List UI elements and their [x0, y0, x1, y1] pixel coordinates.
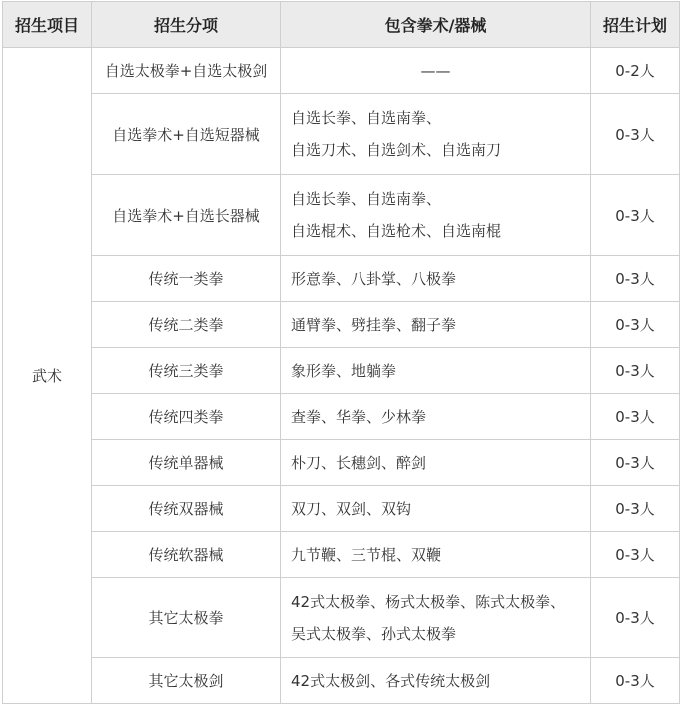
category-cell: 自选拳术+自选短器械 [92, 94, 281, 175]
contents-line: 吴式太极拳、孙式太极拳 [291, 624, 457, 643]
category-cell: 其它太极拳 [92, 578, 281, 658]
plan-cell: 0-3人 [591, 175, 680, 256]
plan-cell: 0-3人 [591, 394, 680, 440]
plan-cell: 0-3人 [591, 440, 680, 486]
table-header-row [3, 2, 680, 48]
table-row [3, 256, 680, 302]
contents-cell: 42式太极剑、各式传统太极剑 [281, 658, 591, 704]
category-cell: 传统软器械 [92, 532, 281, 578]
plan-cell: 0-3人 [591, 532, 680, 578]
project-cell: 武术 [3, 48, 92, 704]
contents-line: 42式太极拳、杨式太极拳、陈式太极拳、 [291, 592, 566, 611]
plan-cell: 0-3人 [591, 578, 680, 658]
header-project: 招生项目 [3, 2, 92, 48]
plan-cell: 0-3人 [591, 94, 680, 175]
header-contents: 包含拳术/器械 [281, 2, 591, 48]
category-cell: 传统单器械 [92, 440, 281, 486]
plan-cell: 0-2人 [591, 48, 680, 94]
plan-cell: 0-3人 [591, 658, 680, 704]
contents-cell: 九节鞭、三节棍、双鞭 [281, 532, 591, 578]
plan-cell: 0-3人 [591, 348, 680, 394]
table-row [3, 486, 680, 532]
category-cell: 其它太极剑 [92, 658, 281, 704]
contents-cell [281, 94, 591, 175]
table-row [3, 440, 680, 486]
plan-cell: 0-3人 [591, 256, 680, 302]
category-cell: 自选太极拳+自选太极剑 [92, 48, 281, 94]
contents-text: —— [420, 61, 451, 80]
contents-line: 自选刀术、自选剑术、自选南刀 [291, 141, 502, 159]
enrollment-table [2, 1, 680, 704]
table-row [3, 48, 680, 94]
table-row [3, 394, 680, 440]
header-category: 招生分项 [92, 2, 281, 48]
category-cell: 传统四类拳 [92, 394, 281, 440]
table-row [3, 578, 680, 658]
table-row [3, 532, 680, 578]
contents-cell: 形意拳、八卦掌、八极拳 [281, 256, 591, 302]
contents-line: 自选棍术、自选枪术、自选南棍 [291, 222, 502, 240]
table-row [3, 175, 680, 256]
table-row [3, 348, 680, 394]
contents-cell: 查拳、华拳、少林拳 [281, 394, 591, 440]
category-cell: 传统一类拳 [92, 256, 281, 302]
table-row [3, 94, 680, 175]
category-cell: 传统二类拳 [92, 302, 281, 348]
contents-cell [281, 578, 591, 658]
contents-line: 自选长拳、自选南拳、 [291, 109, 442, 127]
contents-cell: 朴刀、长穗剑、醉剑 [281, 440, 591, 486]
header-plan: 招生计划 [591, 2, 680, 48]
table-row [3, 302, 680, 348]
contents-cell: 象形拳、地躺拳 [281, 348, 591, 394]
contents-cell: 双刀、双剑、双钩 [281, 486, 591, 532]
contents-line: 自选长拳、自选南拳、 [291, 190, 442, 208]
plan-cell: 0-3人 [591, 486, 680, 532]
category-cell: 传统三类拳 [92, 348, 281, 394]
category-cell: 传统双器械 [92, 486, 281, 532]
contents-cell [281, 48, 591, 94]
plan-cell: 0-3人 [591, 302, 680, 348]
contents-cell: 通臂拳、劈挂拳、翻子拳 [281, 302, 591, 348]
table-row [3, 658, 680, 704]
contents-cell [281, 175, 591, 256]
category-cell: 自选拳术+自选长器械 [92, 175, 281, 256]
